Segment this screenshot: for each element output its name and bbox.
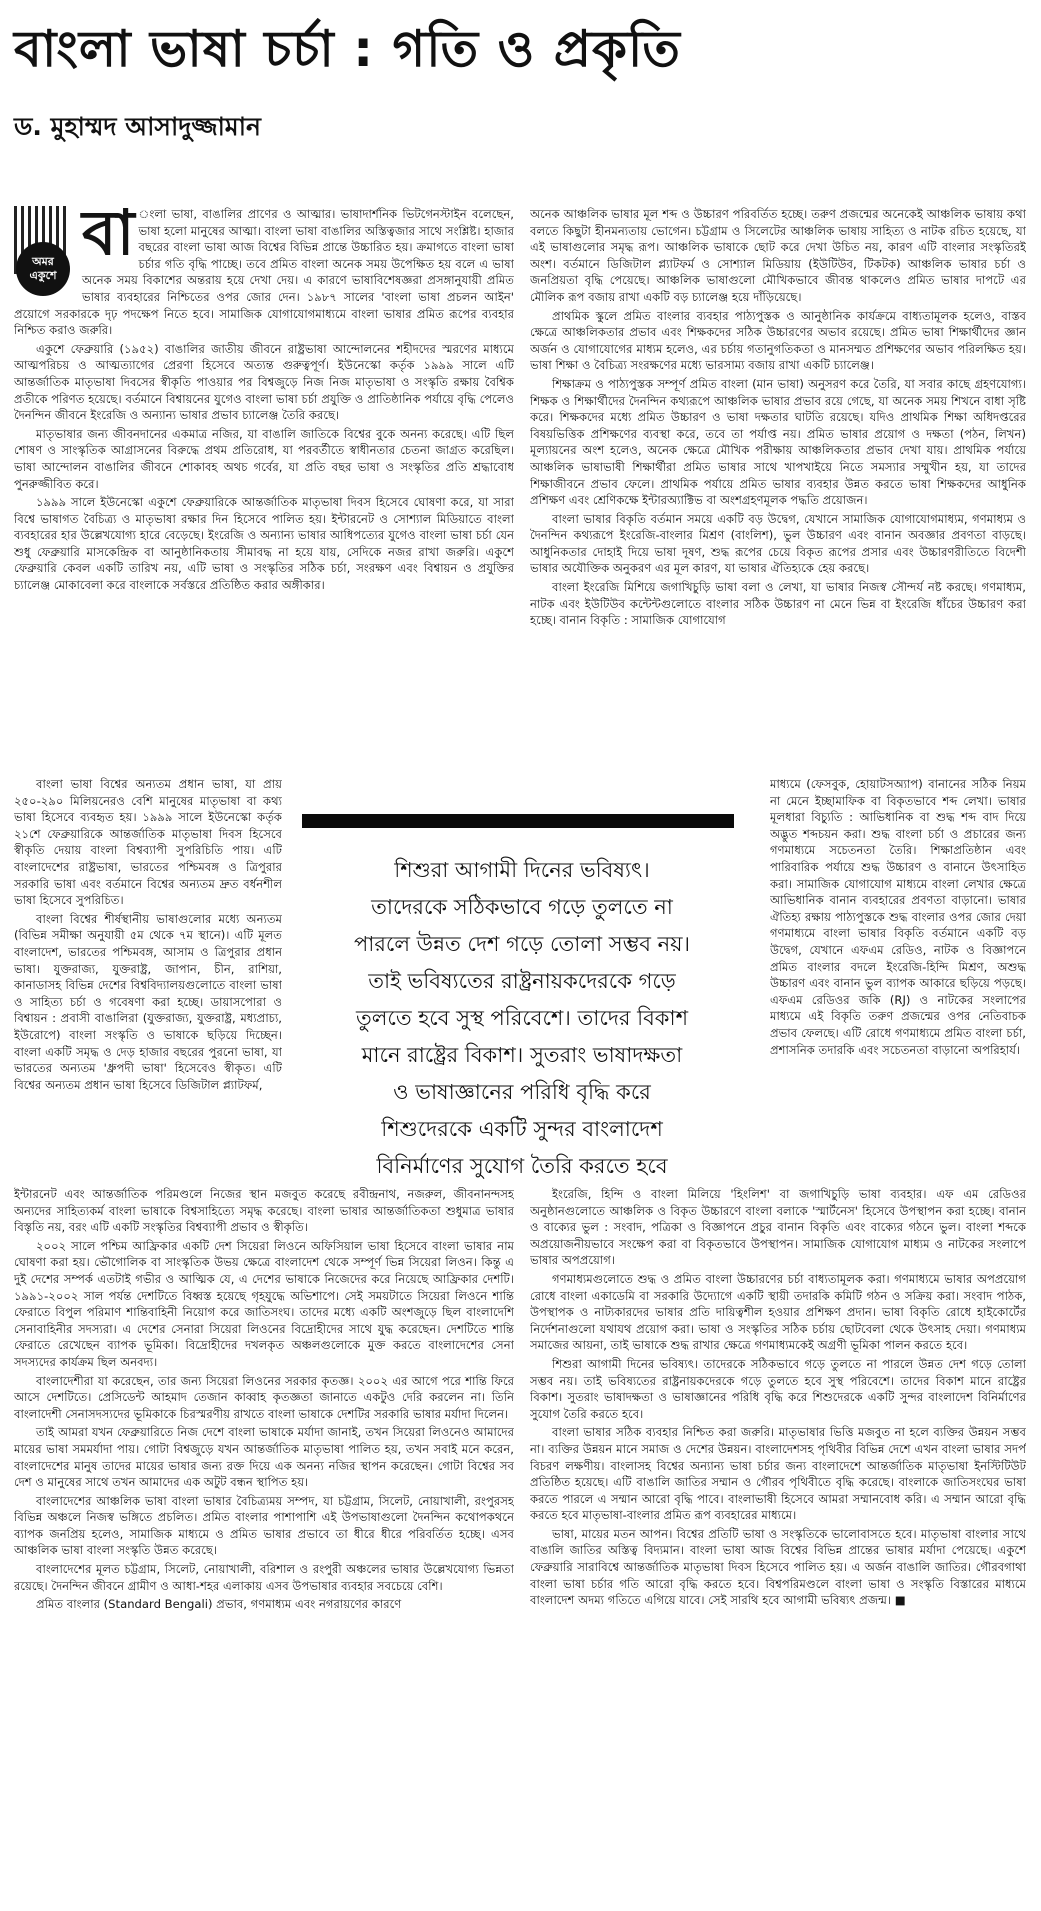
paragraph: মাধ্যমে (ফেসবুক, হোয়াটসঅ্যাপ) বানানের সঠিক নিয়ম না মেনে ইচ্ছামাফিক বা বিকৃতভাবে শব্দ লেখা। ভাষার মূলধারা বিচ্যুতি : আভিধানিক বা শুদ্ধ শব্দ বাদ দিয়ে অদ্ভুত শব্দচয়ন করা। শুদ্ধ বাংলা চর্চা ও প্রচারের জন্য গণমাধ্যমে সচেতনতা তৈরি। শিক্ষাপ্রতিষ্ঠান এবং পারিবারিক পর্যায়ে শুদ্ধ উচ্চারণ ও বানানে উৎসাহিত করা। সামাজিক যোগাযোগ মাধ্যমে বাংলা লেখার ক্ষেত্রে আভিধানিক বানান ব্যবহারের প্রবণতা বাড়ানো। ভাষার ঐতিহ্য রক্ষায় পাঠ্যপুস্তকে শুদ্ধ বাংলার ওপর জোর দেয়া গণমাধ্যমে বাংলা ভাষার বিকৃতি বর্তমানে একটি বড় উদ্বেগ, যেখানে এফএম রেডিও, নাটক ও বিজ্ঞাপনে প্রমিত বাংলার বদলে ইংরেজি-হিন্দি মিশ্রণ, অশুদ্ধ উচ্চারণ এবং বানান ভুল ব্যাপক আকারে ছড়িয়ে পড়ছে। এফএম রেডিওর জকি (RJ) ও নাটকের সংলাপের মাধ্যমে এই বিকৃতি তরুণ প্রজন্মের ওপর নেতিবাচক প্রভাব ফেলছে। এটি রোধে গণমাধ্যমে প্রমিত বাংলা চর্চা, প্রশাসনিক তদারকি এবং সচেতনতা বাড়ানো অপরিহার্য। [770,777,1026,1057]
paragraph: ২০০২ সালে পশ্চিম আফ্রিকার একটি দেশ সিয়েরা লিওনে অফিসিয়াল ভাষা হিসেবে বাংলা ভাষার নাম ঘোষণা করা হয়। ভৌগোলিক বা সাংস্কৃতিক উভয় ক্ষেত্রে বাংলাদেশ থেকে সম্পূর্ণ ভিন্ন সিয়েরা লিওন। কিন্তু এ দুই দেশের সম্পর্ক এতটাই গভীর ও আত্মিক যে, এ দেশের ভাষাকে নিজেদের করে নিয়েছে আফ্রিকার দেশটি। ১৯৯১-২০০২ সাল পর্যন্ত দেশটিতে বিধ্বস্ত হয়েছে গৃহযুদ্ধে অভিশাপে। সেই সময়টাতে সিয়েরা লিওনে শান্তি ফেরাতে বিপুল পরিমাণ শান্তিবাহিনী নিয়োগ করে জাতিসংঘ। তাদের মধ্যে একটি অংশজুড়ে ছিল বাংলাদেশি সেনাবাহিনীর সদস্যরা। এ দেশের সেনারা সিয়েরা লিওনের বিদ্রোহীদের সাথে যুদ্ধ করেছেন। দেশটিতে শান্তি ফেরাতে রেখেছেন ব্যাপক ভূমিকা। বিদ্রোহীদের দখলকৃত অঞ্চলগুলোকে মুক্ত করতে বাংলাদেশের সেনা সদস্যদের কার্যক্রম ছিল অনবদ্য। [14,1238,514,1369]
paragraph: একুশে ফেব্রুয়ারি (১৯৫২) বাঙালির জাতীয় জীবনে রাষ্ট্রভাষা আন্দোলনের শহীদদের স্মরণের মাধ্যমে আত্মপরিচয় ও আত্মত্যাগের প্রেরণা হিসেবে অত্যন্ত গুরুত্বপূর্ণ। ইউনেস্কো কর্তৃক ১৯৯৯ সালে এটি আন্তর্জাতিক মাতৃভাষা দিবসের স্বীকৃতি পাওয়ার পর বিশ্বজুড়ে নিজ নিজ মাতৃভাষা ও সংস্কৃতি রক্ষায় বৈশ্বিক প্রতীকে পরিণত হয়েছে। বর্তমানে বিশ্বায়নের যুগেও বাংলা ভাষা চর্চা প্রযুক্তি ও প্রাতিষ্ঠানিক পর্যায়ে বৃদ্ধি পেলেও দৈনন্দিন জীবনে ইংরেজি ও অন্যান্য ভাষার প্রভাব চ্যালেঞ্জ তৈরি করছে। [14,341,514,423]
paragraph: গণমাধ্যমগুলোতে শুদ্ধ ও প্রমিত বাংলা উচ্চারণের চর্চা বাধ্যতামূলক করা। গণমাধ্যমে ভাষার অপপ্রয়োগ রোধে বাংলা একাডেমি বা সরকারি উদ্যোগে একটি স্থায়ী তদারকি কমিটি গঠন ও সক্রিয় করা। সংবাদ পাঠক, উপস্থাপক ও নাট্যকারদের ভাষার প্রতি দায়িত্বশীল হওয়ার প্রশিক্ষণ প্রদান। ভাষা বিকৃতি রোধে হাইকোর্টের নির্দেশনাগুলো যথাযথ প্রয়োগ করা। ভাষা ও সংস্কৃতির সঠিক চর্চায় ছোটবেলা থেকে উৎসাহ দেয়া। গণমাধ্যম সমাজের আয়না, তাই ভাষাকে শুদ্ধ রাখার ক্ষেত্রে গণমাধ্যমকেই অগ্রণী ভূমিকা পালন করতে হবে। [530,1271,1026,1353]
paragraph: ইন্টারনেট এবং আন্তর্জাতিক পরিমণ্ডলে নিজের স্থান মজবুত করেছে রবীন্দ্রনাথ, নজরুল, জীবনানন্দসহ অন্যদের সাহিত্যকর্ম বাংলা ভাষাকে বিশ্বসাহিত্যে সমৃদ্ধ করেছে। বাংলা ভাষার আন্তর্জাতিকতা শুধুমাত্র ভাষার বিস্তৃতি নয়, বরং এটি একটি সংস্কৃতির বিশ্বব্যাপী প্রভাব ও স্বীকৃতি। [14,1187,514,1235]
paragraph: বাংলাদেশের আঞ্চলিক ভাষা বাংলা ভাষার বৈচিত্র্যময় সম্পদ, যা চট্টগ্রাম, সিলেট, নোয়াখালী, রংপুরসহ বিভিন্ন অঞ্চলে নিজস্ব ভঙ্গিতে প্রচলিত। প্রমিত বাংলার পাশাপাশি এই উপভাষাগুলো দৈনন্দিন কথোপকথনে ব্যাপক জনপ্রিয় হলেও, সামাজিক মাধ্যমে ও প্রমিত ভাষার প্রভাবে তা ধীরে ধীরে পরিবর্তিত হচ্ছে। এসব আঞ্চলিক ভাষা বাংলা সংস্কৃতি উন্নত করেছে। [14,1493,514,1558]
paragraph: মাতৃভাষার জন্য জীবনদানের একমাত্র নজির, যা বাঙালি জাতিকে বিশ্বের বুকে অনন্য করেছে। এটি ছিল শোষণ ও সাংস্কৃতিক আগ্রাসনের বিরুদ্ধে প্রথম প্রতিরোধ, যা পরবর্তীতে স্বাধীনতার চেতনা জাগ্রত করেছিল। ভাষা আন্দোলন বাঙালির জীবনে শোকাবহ অথচ গর্বের, যা প্রতি বছর ভাষা ও সংস্কৃতির প্রতি শ্রদ্ধাবোধ পুনরুজ্জীবিত করে। [14,426,514,491]
drop-cap: বা [82,206,135,269]
column-1-top [14,206,514,772]
amor-ekushe-badge [14,206,74,298]
paragraph: ইংরেজি, হিন্দি ও বাংলা মিলিয়ে 'হিংলিশ' বা জগাখিচুড়ি ভাষা ব্যবহার। এফ এম রেডিওর অনুষ্ঠানগুলোতে আঞ্চলিক ও বিকৃত উচ্চারণে বাংলা বলাকে 'স্মার্টনেস' হিসেবে উপস্থাপন করা হচ্ছে। বানান ও বাক্যের ভুল : সংবাদ, পত্রিকা ও বিজ্ঞাপনে প্রচুর বানান বিকৃতি এবং বাক্যের গঠনে ভুল। বাংলা শব্দকে অপ্রয়োজনীয়ভাবে সংক্ষেপ করা বা বিকৃতভাবে উপস্থাপন। সামাজিক যোগাযোগ মাধ্যম ও নাটকের সংলাপে ভাষার অপপ্রয়োগ। [530,1187,1026,1268]
column-1-bottom [14,1186,514,1902]
paragraph: বাংলা ভাষার বিকৃতি বর্তমান সময়ে একটি বড় উদ্বেগ, যেখানে সামাজিক যোগাযোগমাধ্যম, গণমাধ্যম ও দৈনন্দিন কথ্যরূপে ইংরেজি-বাংলার মিশ্রণ (বাংলিশ), ভুল উচ্চারণ এবং বানান অবজ্ঞার প্রবণতা বাড়ছে। আধুনিকতার দোহাই দিয়ে ভাষা দূষণ, শুদ্ধ রূপের চেয়ে বিকৃত রূপের প্রসার এবং উচ্চারণরীতিতে বিদেশী ভাষার অযৌক্তিক অনুকরণ এর মূল কারণ, যা ভাষার ঐতিহ্যকে হেয় করছে। [530,511,1026,576]
paragraph: তাই আমরা যখন ফেব্রুয়ারিতে নিজ দেশে বাংলা ভাষাকে মর্যাদা জানাই, তখন সিয়েরা লিওনেও আমাদের মায়ের ভাষা সমমর্যাদা পায়। গোটা বিশ্বজুড়ে যখন আন্তর্জাতিক মাতৃভাষা পালিত হয়, তখন সবাই মনে করেন, বাংলাদেশের মানুষ তাদের মায়ের ভাষার জন্য রক্ত দিয়ে এক অনন্য নজির স্থাপন করেছেন। গোটা বিশ্বের সব দেশ ও মানুষের সাথে তখন আমাদের এক অটুট বন্ধন স্থাপিত হয়। [14,1425,514,1490]
paragraph: প্রমিত বাংলার (Standard Bengali) প্রভাব, গণমাধ্যম এবং নগরায়ণের কারণে [36,1597,402,1612]
paragraph: অনেক আঞ্চলিক ভাষার মূল শব্দ ও উচ্চারণ পরিবর্তিত হচ্ছে। তরুণ প্রজন্মের অনেকেই আঞ্চলিক ভাষায় কথা বলতে কিছুটা হীনমন্যতায় ভোগেন। চট্টগ্রাম ও সিলেটের আঞ্চলিক ভাষায় সাহিত্য ও নাটক রচিত হয়েছে, যা এই ভাষাগুলোর সমৃদ্ধ রূপ। আঞ্চলিক ভাষাকে ছোট করে দেখা উচিত নয়, কারণ এটি বাংলার সংস্কৃতিরই অংশ। বর্তমানে ডিজিটাল প্ল্যাটফর্ম ও সোশ্যাল মিডিয়ায় (ইউটিউব, টিকটক) আঞ্চলিক ভাষার চর্চা ও জনপ্রিয়তা বৃদ্ধি পেয়েছে। আঞ্চলিক ভাষাগুলো মৌখিকভাবে জীবন্ত থাকলেও প্রমিত ভাষার দাপটে এর মৌলিক রূপ বজায় রাখা একটি বড় চ্যালেঞ্জ হয়ে দাঁড়িয়েছে। [530,207,1026,304]
paragraph: ভাষা, মায়ের মতন আপন। বিশ্বের প্রতিটি ভাষা ও সংস্কৃতিকে ভালোবাসতে হবে। মাতৃভাষা বাংলার সাথে বাঙালি জাতির অস্তিত্ব বিদ্যমান। বাংলা ভাষা আজ বিশ্বের বিভিন্ন প্রান্তের ভাষার মর্যাদা পেয়েছে। একুশে ফেব্রুয়ারি সারাবিশ্বে আন্তর্জাতিক মাতৃভাষা দিবস হিসেবে পালিত হয়। এ অর্জন বাঙালি জাতির। গৌরবগাথা বাংলা ভাষা চর্চার গতি আরো বৃদ্ধি করতে হবে। বিশ্বপরিমণ্ডলে বাংলা ভাষা ও সংস্কৃতি বিস্তারের মাধ্যমে বাংলাদেশ অদম্য গতিতে এগিয়ে যাবে। সেই সারথি হবে আগামী ভবিষ্যৎ প্রজন্ম। ■ [530,1526,1026,1608]
column-2-right [770,776,1026,1184]
paragraph: বাংলাদেশের মূলত চট্টগ্রাম, সিলেট, নোয়াখালী, বরিশাল ও রংপুরী অঞ্চলের ভাষার উল্লেখযোগ্য ভিন্নতা রয়েছে। দৈনন্দিন জীবনে গ্রামীণ ও আধা-শহর এলাকায় এসব উপভাষার ব্যবহার সবচেয়ে বেশি। [14,1562,514,1593]
paragraph: শিশুরা আগামী দিনের ভবিষ্যৎ। তাদেরকে সঠিকভাবে গড়ে তুলতে না পারলে উন্নত দেশ গড়ে তোলা সম্ভব নয়। তাই ভবিষ্যতের রাষ্ট্রনায়কদেরকে গড়ে তুলতে হবে সুস্থ পরিবেশে। তাদের বিকাশ মানে রাষ্ট্রের বিকাশ। সুতরাং ভাষাদক্ষতা ও ভাষাজ্ঞানের পরিধি বৃদ্ধি করে শিশুদেরকে একটি সুন্দর বাংলাদেশ বিনির্মাণের সুযোগ তৈরি করতে হবে। [530,1356,1026,1421]
badge-line-2: একুশে [29,269,57,282]
paragraph: প্রাথমিক স্কুলে প্রমিত বাংলার ব্যবহার পাঠ্যপুস্তক ও আনুষ্ঠানিক কার্যক্রমে বাধ্যতামূলক হলেও, বাস্তব ক্ষেত্রে আঞ্চলিকতার প্রভাব এবং শিক্ষকদের সঠিক উচ্চারণের অভাব রয়েছে। প্রমিত ভাষা শিক্ষার্থীদের জ্ঞান অর্জন ও যোগাযোগের মাধ্যম হলেও, এর চর্চায় গতানুগতিকতা ও মানসম্মত প্রশিক্ষণের অভাব পরিলক্ষিত হয়। ভাষা শিক্ষা ও বৈচিত্র্য সংরক্ষণের মধ্যে ভারসাম্য বজায় রাখা একটি চ্যালেঞ্জ। [530,308,1026,373]
paragraph: ংলা ভাষা, বাঙালির প্রাণের ও আত্মার। ভাষাদার্শনিক ভিটগেনস্টাইন বলেছেন, ভাষা হলো মানুষের আত্মা। বাংলা ভাষা বাঙালির অস্তিত্বজার সাথে সংশ্লিষ্ট। হাজার বছরের বাংলা ভাষা আজ বিশ্বের বিভিন্ন প্রান্তে উচ্চারিত হয়। ক্রমাগতে বাংলা ভাষা চর্চার গতি বৃদ্ধি পাচ্ছে। তবে প্রমিত বাংলা অনেক সময় উপেক্ষিত হয় বলে এ ভাষা অনেক সময় বিকাশের অন্তরায় হয়ে দেখা দেয়। এ কারণে ভাষাবিশেষজ্ঞরা প্রসঙ্গানুযায়ী প্রমিত ভাষার ব্যবহারের নিশ্চিতের ওপর জোর দেন। ১৯৮৭ সালের 'বাংলা ভাষা প্রচলন আইন' প্রয়োগে সরকারকে দৃঢ় পদক্ষেপ নিতে হবে। সামাজিক যোগাযোগমাধ্যমে বাংলা ভাষার প্রমিত রূপের ব্যবহার নিশ্চিত করাও জরুরি। [14,207,514,338]
paragraph: বাংলা ভাষা বিশ্বের অন্যতম প্রধান ভাষা, যা প্রায় ২৫০-২৯০ মিলিয়নেরও বেশি মানুষের মাতৃভাষা বা কথ্য ভাষা হিসেবে ব্যবহৃত হয়। ১৯৯৯ সালে ইউনেস্কো কর্তৃক ২১শে ফেব্রুয়ারিকে আন্তর্জাতিক মাতৃভাষা দিবস হিসেবে স্বীকৃতি দেয়ায় বাংলা বিশ্বব্যাপী সুপরিচিতি পায়। এটি বাংলাদেশের রাষ্ট্রভাষা, ভারতের পশ্চিমবঙ্গ ও ত্রিপুরার সরকারি ভাষা এবং বর্তমানে বিশ্বের অন্যতম দ্রুত বর্ধনশীল ভাষা হিসেবে সুপরিচিত। [14,777,282,908]
paragraph: বাংলা ইংরেজি মিশিয়ে জগাখিচুড়ি ভাষা বলা ও লেখা, যা ভাষার নিজস্ব সৌন্দর্য নষ্ট করছে। গণমাধ্যম, নাটক এবং ইউটিউব কন্টেন্টগুলোতে বাংলার সঠিক উচ্চারণ না মেনে ভিন্ন বা ইংরেজি ধাঁচের উচ্চারণ করা হচ্ছে। বানান বিকৃতি : সামাজিক যোগাযোগ [530,580,1026,628]
column-1-mid [14,776,282,1184]
paragraph: ১৯৯৯ সালে ইউনেস্কো একুশে ফেব্রুয়ারিকে আন্তর্জাতিক মাতৃভাষা দিবস হিসেবে ঘোষণা করে, যা সারা বিশ্বে ভাষাগত বৈচিত্র্য ও মাতৃভাষা রক্ষার দিন হিসেবে পালিত হয়। ইন্টারনেট ও সোশ্যাল মিডিয়াতে বাংলা ব্যবহারের হার উল্লেখযোগ্য হারে বেড়েছে। ইংরেজি ও অন্যান্য ভাষার আধিপত্যের যুগেও বাংলা ভাষা চর্চা যেন শুধু ফেব্রুয়ারি মাসকেন্দ্রিক বা আনুষ্ঠানিকতায় সীমাবদ্ধ না হয়ে যায়, সেদিকে নজর রাখা জরুরি। একুশে ফেব্রুয়ারি কেবল একটি তারিখ নয়, এটি ভাষা ও সংস্কৃতির সঠিক চর্চা, সংরক্ষণ এবং বিশ্বায়ন ও প্রযুক্তির চ্যালেঞ্জ মোকাবেলা করে বাংলাকে সর্বস্তরে প্রতিষ্ঠিত করার অঙ্গীকার। [14,495,514,593]
column-2-bottom [530,1186,1026,1902]
paragraph: বাংলা ভাষার সঠিক ব্যবহার নিশ্চিত করা জরুরি। মাতৃভাষার ভিত্তি মজবুত না হলে ব্যক্তির উন্নয়ন সম্ভব না। ব্যক্তির উন্নয়ন মানে সমাজ ও দেশের উন্নয়ন। বাংলাদেশসহ পৃথিবীর বিভিন্ন দেশে এখন বাংলা ভাষার সদর্প বিচরণ লক্ষণীয়। বাংলাসহ বিশ্বের অন্যান্য ভাষা চর্চার জন্য বাংলাদেশে আন্তর্জাতিক মাতৃভাষা ইনস্টিটিউট প্রতিষ্ঠিত হয়েছে। এটি বাঙালি জাতির সম্মান ও গৌরব পৃথিবীতে বৃদ্ধি করেছে। বাংলাকে জাতিসংঘের ভাষা করতে পারলে এ সম্মান আরো বৃদ্ধি পাবে। বাংলাভাষী হিসেবে আমরা সম্মানবোধ করি। এ সম্মান আরো বৃদ্ধি করতে হবে মাতৃভাষা-বাংলার প্রমিত রূপ ব্যবহারের মাধ্যমে। [530,1425,1026,1523]
badge-line-1: অমর [32,255,54,268]
article-title: বাংলা ভাষা চর্চা : গতি ও প্রকৃতি [14,20,681,78]
article-author: ড. মুহাম্মদ আসাদুজ্জামান [14,112,261,141]
column-2-top [530,206,1026,772]
paragraph: শিক্ষাক্রম ও পাঠ্যপুস্তক সম্পূর্ণ প্রমিত বাংলা (মান ভাষা) অনুসরণ করে তৈরি, যা সবার কাছে গ্রহণযোগ্য। শিক্ষক ও শিক্ষার্থীদের দৈনন্দিন কথ্যরূপে আঞ্চলিক ভাষার প্রভাব রয়ে গেছে, যা অনেক সময় শিখনে বাধা সৃষ্টি করে। শিক্ষকদের মধ্যে প্রমিত উচ্চারণ ও ভাষা দক্ষতার ঘাটতি রয়েছে। যদিও প্রাথমিক শিক্ষা অধিদপ্তরের বিষয়ভিত্তিক প্রশিক্ষণের ব্যবস্থা করে, তবে তা পর্যাপ্ত নয়। প্রমিত ভাষার প্রয়োগ ও দক্ষতা (পঠন, লিখন) মূল্যায়নের অংশ হলেও, অনেক ক্ষেত্রে মৌখিক পরীক্ষায় আঞ্চলিকতার প্রভাব দেখা যায়। প্রাথমিক পর্যায়ে আঞ্চলিক ভাষাভাষী শিক্ষার্থীরা প্রমিত ভাষার সাথে খাপখাইয়ে নিতে সমস্যার সম্মুখীন হয়, যা তাদের শিক্ষাজীবনে প্রভাব ফেলে। প্রাথমিক পর্যায়ে প্রমিত ভাষার ব্যবহার উন্নত করতে ভাষা শিক্ষকদের আধুনিক প্রশিক্ষণ এবং শ্রেণিকক্ষে ইন্টারঅ্যাক্টিভ বা অংশগ্রহণমূলক পদ্ধতি প্রয়োজন। [530,376,1026,508]
pull-quote: শিশুরা আগামী দিনের ভবিষ্যৎ। তাদেরকে সঠিকভাবে গড়ে তুলতে না পারলে উন্নত দেশ গড়ে তোলা সম্ভব নয়। তাই ভবিষ্যতের রাষ্ট্রনায়কদেরকে গড়ে তুলতে হবে সুস্থ পরিবেশে। তাদের বিকাশ মানে রাষ্ট্রের বিকাশ। সুতরাং ভাষাদক্ষতা ও ভাষাজ্ঞানের পরিধি বৃদ্ধি করে শিশুদেরকে একটি সুন্দর বাংলাদেশ বিনির্মাণের সুযোগ তৈরি করতে হবে [354,858,690,1178]
badge-circle [16,242,70,296]
paragraph: বাংলাদেশীরা যা করেছেন, তার জন্য সিয়েরা লিওনের সরকার কৃতজ্ঞ। ২০০২ এর আগে পরে শান্তি ফিরে আসে দেশটিতে। প্রেসিডেন্ট আহমাদ তেজান কাব্বাহ কৃতজ্ঞতা জানাতে একটুও দেরি করলেন না। তিনি বাংলাদেশী সেনাসদস্যদের ভূমিকাকে চিরস্মরণীয় রাখতে বাংলা ভাষাকে দেশটির সরকারি ভাষার মর্যাদা দিলেন। [14,1373,514,1421]
pull-quote-rule [302,814,734,828]
paragraph: বাংলা বিশ্বের শীর্ষস্থানীয় ভাষাগুলোর মধ্যে অন্যতম (বিভিন্ন সমীক্ষা অনুযায়ী ৫ম থেকে ৭ম স্থানে)। এটি মূলত বাংলাদেশ, ভারতের পশ্চিমবঙ্গ, আসাম ও ত্রিপুরার প্রধান ভাষা। যুক্তরাজ্য, যুক্তরাষ্ট্র, জাপান, চীন, রাশিয়া, কানাডাসহ বিভিন্ন দেশের বিশ্ববিদ্যালয়গুলোতে বাংলা ভাষা ও সাহিত্য চর্চা ও গবেষণা করা হচ্ছে। ডায়াসপোরা ও বিশ্বায়ন : প্রবাসী বাঙালিরা (যুক্তরাজ্য, যুক্তরাষ্ট্র, মধ্যপ্রাচ্য, ইউরোপে) বাংলা সংস্কৃতি ও ভাষাকে ছড়িয়ে দিচ্ছেন। বাংলা একটি সমৃদ্ধ ও দেড় হাজার বছরের পুরনো ভাষা, যা ভারতের অন্যতম 'ধ্রুপদী ভাষা' হিসেবেও স্বীকৃত। এটি বিশ্বের অন্যতম প্রধান ভাষা হিসেবে ডিজিটাল প্ল্যাটফর্ম, [14,911,282,1092]
